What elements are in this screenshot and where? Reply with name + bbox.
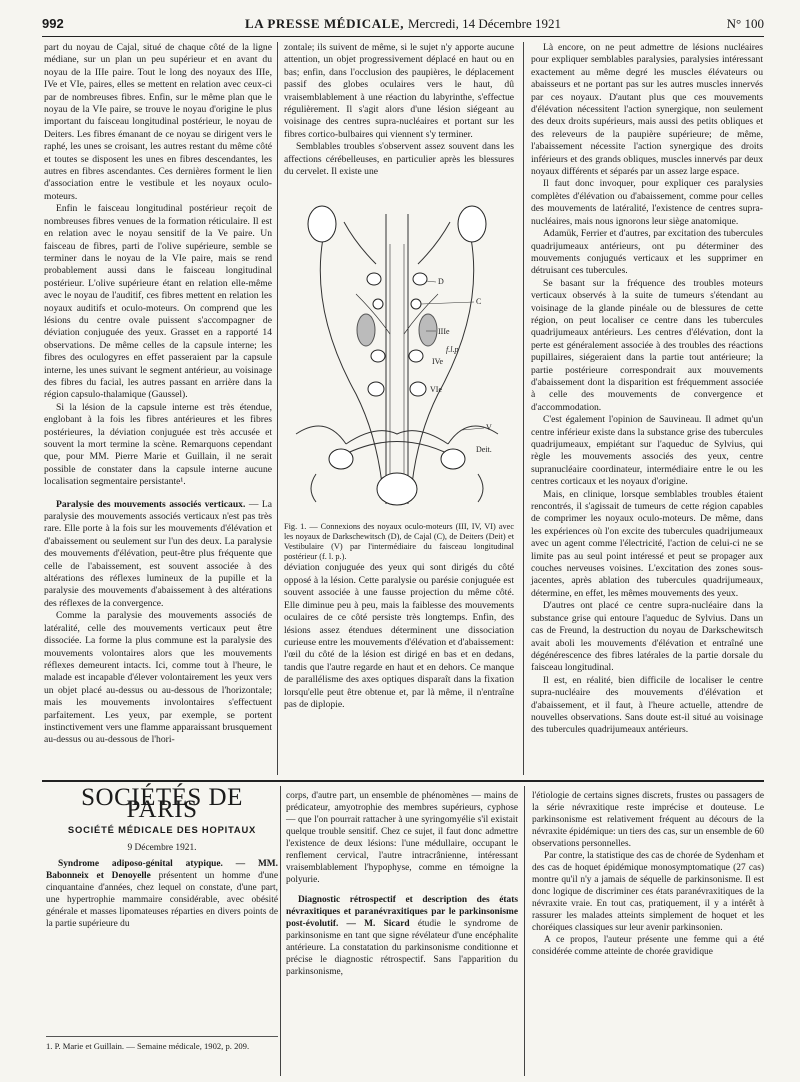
- paragraph: Mais, en clinique, lorsque semblables troubles étaient rencontrés, il s'agissait de tumeurs de cette région capables de comprimer les noyaux oculo-moteurs. De même, dans les expériences où l'on excite des tubercules quadrijumeaux avec un agent comme l'électricité, l'action de celui-ci ne se limite pas au seul point intéressé et peut se propager aux couches nerveuses voisines. L'excitation des zones sous-jacentes, après ablation des tubercules quadrijumeaux, détermine, en effet, les mêmes mouvements des yeux.: [531, 488, 763, 599]
- figure-drawing: [286, 184, 508, 518]
- issue-number: N° 100: [726, 16, 764, 31]
- session-date: 9 Décembre 1921.: [127, 843, 197, 853]
- societies-column-1: [46, 784, 279, 930]
- anatomical-figure: [286, 184, 508, 518]
- report-text: présentent un homme d'une cinquantaine d'années, chez lequel on constate, d'une part, une hypertrophie mammaire considérable, avec obésité générale et masses lipomateuses réparties en divers points de la partie supérieure du: [46, 871, 279, 929]
- figure-caption: [284, 522, 514, 562]
- page-header: [42, 14, 764, 37]
- society-name: SOCIÉTÉ MÉDICALE DES HOPITAUX: [67, 824, 257, 835]
- paragraph: Il est, en réalité, bien difficile de localiser le centre supra-nucléaire des mouvements d'élévation et d'abaissement, et il faut, à l'heure actuelle, attendre de nouvelles observations. Sans doute est-il situé au voisinage des tubercules quadrijumeaux antérieurs.: [531, 674, 763, 736]
- journal-title: [42, 16, 764, 32]
- caption-text: Connexions des noyaux oculo-moteurs (III, IV, VI) avec les noyaux de Darkschewitsch (D), de Cajal (C), de Deiters (Deit) et Vestibulaire (V) par l'intermédiaire du faisceau longitudinal postérieur (f. l. p.).: [284, 522, 514, 562]
- report-paragraph: [46, 858, 278, 930]
- paragraph: part du noyau de Cajal, situé de chaque côté de la ligne médiane, sur un plan un peu supérieur et en avant du noyau de la IIIe paire. Tout le long des noyaux des IIIe, IVe et VIe, paires, elles se mettent en relation avec ceux-ci par de nombreuses fibres. Enfin, sur le même plan que le noyau de la VIe paire, se trouve le noyau d'origine le plus important du faisceau longitudinal postérieur, le noyau de Deiters. Les fibres émanant de ce noyau se dirigent vers le raphé, les unes se croisant, les autres restant du même côté et toutes se disposent les unes en fibres descendantes, les autres en fibres ascendantes. Ces dernières forment le lien d'association entre le vestibule et les noyaux oculo-moteurs.: [44, 42, 272, 202]
- paragraph: déviation conjuguée des yeux qui sont dirigés du côté opposé à la lésion. Cette paralysie ou parésie conjuguée est souvent associée à une fausse projection du même côté. Elle diminue peu à peu, mais la faiblesse des mouvements oculaires de ce côté persiste très longtemps. Enfin, des lésions assez étendues déterminent une dissociation curieuse entre les mouvements d'élévation et d'abaissement: l'œil du côté de la lésion est dirigé en bas et en dedans, tandis que l'autre regarde en haut et en dehors. Ce manque de parallélisme des axes optiques disparaît dans la fixation lorsqu'elle peut être obtenue et, par là même, il n'entraîne pas de diplopie.: [284, 562, 514, 710]
- figure-label-iv: IVe: [432, 357, 444, 367]
- article-column-1: [44, 42, 272, 747]
- figure-label-c: C: [476, 297, 482, 307]
- journal-name: LA PRESSE MÉDICALE,: [244, 16, 405, 31]
- figure-label-flp: f.l.p: [446, 345, 459, 355]
- figure-label-deit: Deit.: [476, 445, 492, 455]
- paragraph: Par contre, la statistique des cas de chorée de Sydenham et des cas de hoquet épidémique monosymptomatique (27 cas) montre qu'il n'y a jamais de séquelle de parkinsonisme. Il est donc logique de discriminer ces états paranévraxitiques de la névraxite vraie. En tout cas, pratiquement, il y a intérêt à rassurer les malades atteints simplement de hoquet et les choréiques classiques sur leur avenir parkinsonien.: [532, 851, 764, 933]
- paragraph: Adamük, Ferrier et d'autres, par excitation des tubercules quadrijumeaux antérieurs, ont pu déterminer des mouvements conjugués verticaux et les supprimer en détruisant ces tubercules.: [531, 228, 763, 277]
- societies-heading: SOCIÉTÉS DE PARIS: [81, 784, 243, 823]
- paragraph: A ce propos, l'auteur présente une femme qui a été considérée comme atteinte de chorée gravidique: [532, 935, 764, 957]
- section-title: Paralysie des mouvements associés verticaux.: [56, 498, 246, 510]
- paragraph: Là encore, on ne peut admettre de lésions nucléaires pour expliquer semblables paralysies, paralysies intéressant exactement au même degré les muscles élévateurs ou abaisseurs et ne portant pas sur les autres muscles innervés par ces noyaux. D'autant plus que ces mouvements d'élévation nécessitent l'action synergique, non seulement des deux droits supérieurs, mais aussi des petits obliques et des releveurs de la paupière supérieure; de même, l'abaissement nécessite l'action synergique des droits inférieurs et des grands obliques, muscles innervés par deux noyaux différents et séparés par un assez large espace.: [531, 42, 763, 178]
- report-title: Diagnostic rétrospectif et description des états névraxitiques et paranévraxitiques par le parkinsonisme post-évolutif. — M. Sicard: [286, 895, 518, 929]
- section-text: La paralysie des mouvements associés verticaux n'est pas très rare. Elle porte à la fois sur les mouvements d'élévation et d'abaissement ou seulement sur l'un des deux. La paralysie des mouvements d'élévation, peut-être plus fréquente que celle de l'abaissement, est souvent associée à des altérations des réflexes lumineux de la pupille et la paralysie des mouvements d'abaissement à des altérations des réflexes de la convergence.: [44, 498, 273, 609]
- paragraph: corps, d'autre part, un ensemble de phénomènes — mains de prédicateur, amyotrophie des membres supérieurs, cyphose — que l'on pourrait rattacher à une syringomyélie s'il existait quelque trouble sensitif. Chez ce sujet, il faut donc admettre l'existence de deux lésions: l'une médullaire, occupant le renflement cervical, l'autre intracrânienne, intéressant vraisemblablement l'hypophyse, comme en témoigne la polyurie.: [286, 791, 518, 885]
- column-divider: [524, 786, 525, 1076]
- paragraph: Si la lésion de la capsule interne est très étendue, englobant à la fois les fibres antérieures et les fibres postérieures, la déviation conjuguée est très accusée et souvent la mort termine la scène. Remarquons cependant que, pour MM. Pierre Marie et Guillain, il ne serait possible de constater dans la capsule interne aucune localisation segmentaire persistante¹.: [44, 401, 272, 488]
- column-divider: [523, 42, 524, 775]
- figure-label-vi: VIe: [430, 385, 442, 395]
- report-title: Syndrome adiposo-génital atypique. — MM. Babonneix et Denoyelle: [46, 859, 278, 881]
- column-divider: [280, 786, 281, 1076]
- issue-date: Mercredi, 14 Décembre 1921: [407, 16, 562, 31]
- societies-column-2: [286, 790, 518, 978]
- page-number: 992: [42, 16, 64, 31]
- caption-number: Fig. 1. —: [284, 522, 318, 532]
- report-paragraph: [286, 894, 518, 978]
- paragraph: zontale; ils suivent de même, si le sujet n'y apporte aucune attention, un objet progressivement déplacé en haut ou en bas; enfin, dans l'occlusion des paupières, le déplacement passif des globes oculaires vers le haut, dû vraisemblablement à une réaction du labyrinthe, s'effectue régulièrement. Il s'agit alors d'une lésion siégeant au voisinage des centres supra-nucléaires et portant sur les fibres cortico-bulbaires qui viennent s'y terminer.: [284, 42, 514, 140]
- paragraph: Enfin le faisceau longitudinal postérieur reçoit de nombreuses fibres venues de la formation réticulaire. Il est en relation avec le noyau sensitif de la Ve paire. Un faisceau de fibres, parti de l'olive supérieure, semble se terminer dans le noyau de la VIe paire, mais se rend probablement aussi dans le faisceau longitudinal postérieur. L'olive supérieure étant en relation elle-même avec le noyau de l'auditif, ces fibres mettent en relation les noyaux auditifs et oculo-moteurs. On comprend que les lésions du centre ovale puissent s'accompagner de déviation conjuguée des yeux. Grasset en a rapporté 14 observations. De même celles de la capsule interne; les fibres des oculogyres en effet passeraient par la capsule interne, les unes suivant le segment antérieur, au voisinage des fibres du facial, les autres passant en arrière dans la région capsulo-thalamique (Gaussel).: [44, 203, 272, 401]
- article-column-3: [531, 42, 763, 737]
- paragraph: D'autres ont placé ce centre supra-nucléaire dans la substance grise qui entoure l'aqueduc de Sylvius. Dans un cas de Freund, la destruction du noyau de Darkschewitsch avait aboli les mouvements d'élévation et entraîné une dégénérescence des fibres latérales de la partie dorsale du faisceau longitudinal.: [531, 600, 763, 674]
- paragraph: Semblables troubles s'observent assez souvent dans les affections cérébelleuses, en particulier après les blessures du cervelet. Il existe une: [284, 141, 514, 178]
- footnote: 1. P. Marie et Guillain. — Semaine médicale, 1902, p. 209.: [46, 1036, 278, 1052]
- figure-label-iii: IIIe: [438, 327, 450, 337]
- paragraph: C'est également l'opinion de Sauvineau. Il admet qu'un centre inférieur existe dans la substance grise des tubercules quadrijumeaux, empiétant sur l'aqueduc de Sylvius, qui règle les mouvements associés des yeux, centre supranucléaire coordinateur, intermédiaire entre le ou les centres corticaux et les noyaux d'origine.: [531, 414, 763, 488]
- report-text: étudie le syndrome de parkinsonisme en tant que signe révélateur d'une encéphalite antérieure. La constatation du parkinsonisme conditionne et précise le diagnostic rétrospectif. Sans l'apparition du parkinsonisme,: [286, 919, 519, 977]
- section-paragraph: Paralysie des mouvements associés verticaux. — La paralysie des mouvements associés verticaux n'est pas très rare. Elle porte à la fois sur les mouvements d'élévation et d'abaissement ou seulement sur l'un des deux. La paralysie des mouvements d'élévation, peut-être plus fréquente que celle de l'abaissement, est souvent associée à des altérations des réflexes lumineux de la pupille et la paralysie des mouvements d'abaissement à des altérations des réflexes de la convergence.: [44, 498, 273, 609]
- figure-label-d: D: [438, 277, 444, 287]
- column-divider: [277, 42, 278, 775]
- article-column-2: [284, 42, 514, 711]
- section-divider: [42, 780, 764, 782]
- paragraph: Il faut donc invoquer, pour expliquer ces paralysies complètes d'élévation ou d'abaissement, comme pour celles des mouvements de latéralité, l'existence de centres supra-nucléaires, mais nous ignorons leur siège anatomique.: [531, 178, 763, 227]
- paragraph: l'étiologie de certains signes discrets, frustes ou passagers de la série névraxitique reste imprécise et douteuse. Le parkinsonisme est relativement fréquent au décours de la névraxite épidémique: un tiers des cas, sur un ensemble de 60 observations personnelles.: [532, 791, 764, 849]
- societies-column-3: [532, 790, 764, 958]
- paragraph: Se basant sur la fréquence des troubles moteurs verticaux observés à la suite de tumeurs s'étendant au voisinage de la glande pinéale ou de blessures de cette région, on peut localiser ce centre dans les tubercules quadrijumeaux antérieurs. Les centres d'élévation, dont la perte est généralement associée à des troubles des réactions pupillaires, siégeraient dans la partie tout antérieure; la partie postérieure correspondrait aux mouvements d'abaissement dont la disparition est fréquemment associée à celle des mouvements de convergence et d'accommodation.: [531, 277, 763, 413]
- figure-label-v: V: [486, 423, 492, 433]
- paragraph: Comme la paralysie des mouvements associés de latéralité, celle des mouvements verticaux peut être dissociée. La forme la plus commune est la paralysie des mouvements volontaires alors que les mouvements réflexes demeurent intacts. Ici, comme tout à l'heure, le malade est incapable d'élever volontairement les yeux vers un objet placé au-dessus ou au-dessous de l'horizontale; mais les mouvements involontaires s'effectuent parfaitement. Les yeux, par exemple, se portent instinctivement vers une flamme apparaissant brusquement au-dessus ou au-dessous de l'hori-: [44, 610, 272, 746]
